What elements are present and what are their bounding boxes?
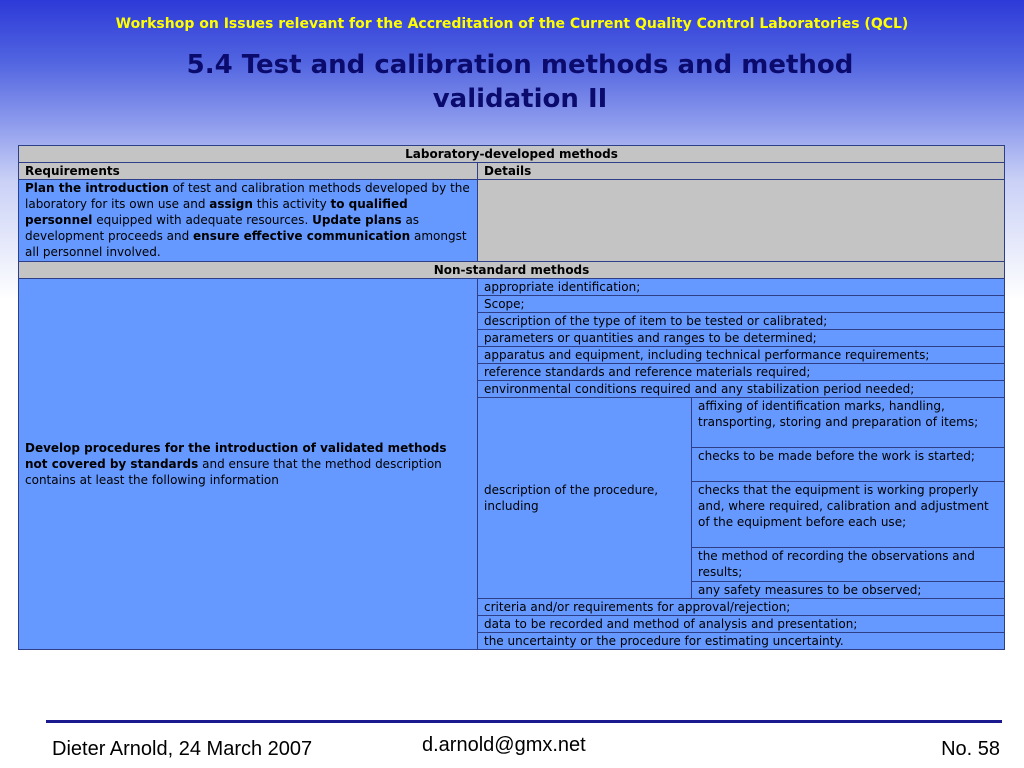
- detail-item: appropriate identification;: [478, 279, 1005, 296]
- lab-requirement-cell: Plan the introduction of test and calibration methods developed by the laboratory for its own use and assign this activity to qualified personnel equipped with adequate resources. Update plans as development proceeds and ensure effective communication amongst all personnel involved.: [19, 180, 478, 262]
- slide-title-line-1: 5.4 Test and calibration methods and method: [186, 50, 854, 80]
- detail-item: data to be recorded and method of analysis and presentation;: [478, 616, 1005, 633]
- lab-details-cell: [478, 180, 1005, 262]
- footer-email: d.arnold@gmx.net: [422, 734, 586, 756]
- detail-item: reference standards and reference materials required;: [478, 364, 1005, 381]
- procedure-label-cell: description of the procedure, including: [478, 398, 692, 599]
- workshop-title: Workshop on Issues relevant for the Accreditation of the Current Quality Control Laboratories (QCL): [115, 16, 909, 32]
- detail-item: criteria and/or requirements for approval/rejection;: [478, 599, 1005, 616]
- section-header-nonstandard: Non-standard methods: [19, 262, 1005, 279]
- section-header-lab: Laboratory-developed methods: [19, 146, 1005, 163]
- slide-title-line-2: validation II: [432, 84, 608, 114]
- detail-item: parameters or quantities and ranges to be determined;: [478, 330, 1005, 347]
- column-header-requirements: Requirements: [19, 163, 478, 180]
- procedure-item: the method of recording the observations and results;: [692, 548, 1005, 582]
- slide-title: [0, 48, 1024, 116]
- nonstandard-requirement-cell: Develop procedures for the introduction of validated methods not covered by standards and ensure that the method description contains at least the following information: [19, 279, 478, 650]
- detail-item: the uncertainty or the procedure for estimating uncertainty.: [478, 633, 1005, 650]
- procedure-item: any safety measures to be observed;: [692, 582, 1005, 599]
- column-header-details: Details: [478, 163, 1005, 180]
- footer-divider: [46, 720, 1002, 723]
- procedure-item: affixing of identification marks, handling, transporting, storing and preparation of items;: [692, 398, 1005, 448]
- footer-author-date: Dieter Arnold, 24 March 2007: [52, 738, 313, 760]
- procedure-item: checks to be made before the work is started;: [692, 448, 1005, 482]
- detail-item: apparatus and equipment, including technical performance requirements;: [478, 347, 1005, 364]
- footer-slide-number: No. 58: [941, 738, 1000, 760]
- detail-item: Scope;: [478, 296, 1005, 313]
- procedure-item: checks that the equipment is working properly and, where required, calibration and adjustment of the equipment before each use;: [692, 482, 1005, 548]
- methods-table: [18, 145, 1005, 650]
- detail-item: environmental conditions required and any stabilization period needed;: [478, 381, 1005, 398]
- detail-item: description of the type of item to be tested or calibrated;: [478, 313, 1005, 330]
